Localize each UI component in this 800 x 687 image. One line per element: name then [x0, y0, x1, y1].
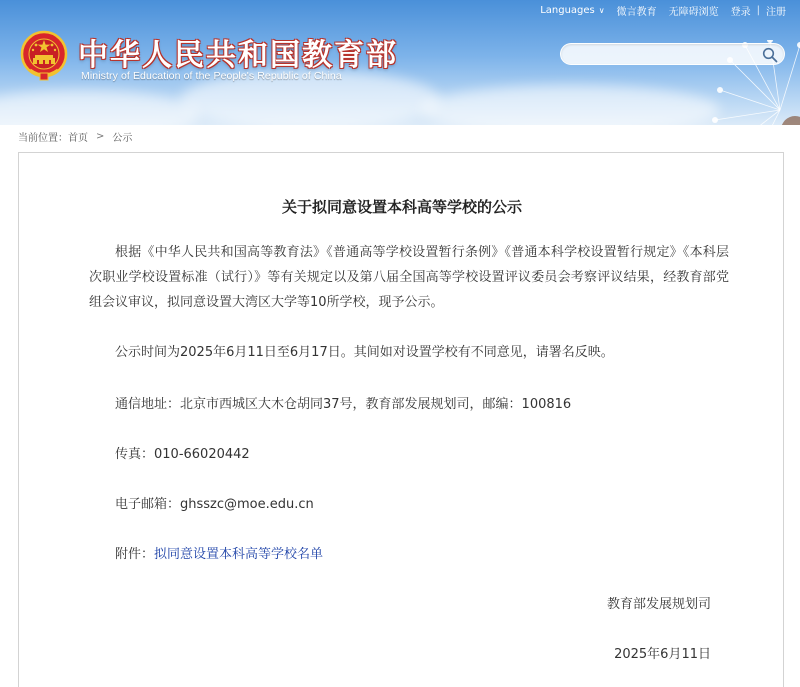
cloud-decoration: [0, 90, 200, 125]
top-links-bar: [540, 2, 786, 18]
search-icon[interactable]: [762, 47, 778, 63]
breadcrumb: [18, 128, 132, 144]
article-title: 关于拟同意设置本科高等学校的公示: [281, 198, 522, 216]
contact-address: 通信地址：北京市西城区大木仓胡同37号，教育部发展规划司，邮编：100816: [115, 397, 572, 412]
cloud-decoration: [420, 85, 720, 125]
accessibility-link[interactable]: 无障碍浏览: [668, 6, 719, 18]
breadcrumb-home-link[interactable]: 首页: [68, 132, 88, 144]
search-input[interactable]: [571, 46, 761, 62]
attachment-line: [115, 543, 323, 562]
national-emblem-icon[interactable]: [20, 30, 68, 82]
contact-email: 电子邮箱：ghsszc@moe.edu.cn: [115, 497, 314, 512]
signature-date: 2025年6月11日: [614, 647, 711, 662]
contact-fax: 传真：010-66020442: [115, 447, 250, 462]
article-paragraph-basis: 根据《中华人民共和国高等教育法》《普通高等学校设置暂行条例》《普通本科学校设置暂行规定》《本科层次职业学校设置标准（试行）》等有关规定以及第八届全国高等学校设置评议委员会考察评议结果，经教育部党组会议审议，拟同意设置大湾区大学等10所学校，现予公示。: [89, 245, 729, 310]
search-box: [560, 43, 785, 65]
attachment-label: 附件：: [115, 547, 155, 562]
link-divider: |: [756, 4, 760, 16]
weibo-link[interactable]: 微言教育: [616, 6, 657, 18]
breadcrumb-separator: >: [96, 130, 105, 142]
languages-label: Languages: [540, 4, 595, 16]
languages-dropdown[interactable]: [540, 5, 604, 16]
chevron-down-icon: ∨: [598, 5, 605, 15]
signature-org: 教育部发展规划司: [606, 597, 711, 612]
breadcrumb-current-link[interactable]: 公示: [112, 132, 133, 144]
register-link[interactable]: 注册: [766, 6, 786, 18]
article-container: [18, 152, 784, 687]
site-title-en[interactable]: Ministry of Education of the People's Republic of China: [81, 70, 342, 82]
breadcrumb-prefix: 当前位置：: [18, 132, 68, 144]
attachment-link[interactable]: 拟同意设置本科高等学校名单: [154, 547, 324, 562]
login-link[interactable]: 登录: [730, 6, 751, 18]
site-header: [0, 0, 800, 125]
site-title-cn[interactable]: 中华人民共和国教育部: [78, 38, 398, 73]
article-paragraph-period: 公示时间为2025年6月11日至6月17日。其间如对设置学校有不同意见，请署名反映。: [115, 345, 614, 360]
